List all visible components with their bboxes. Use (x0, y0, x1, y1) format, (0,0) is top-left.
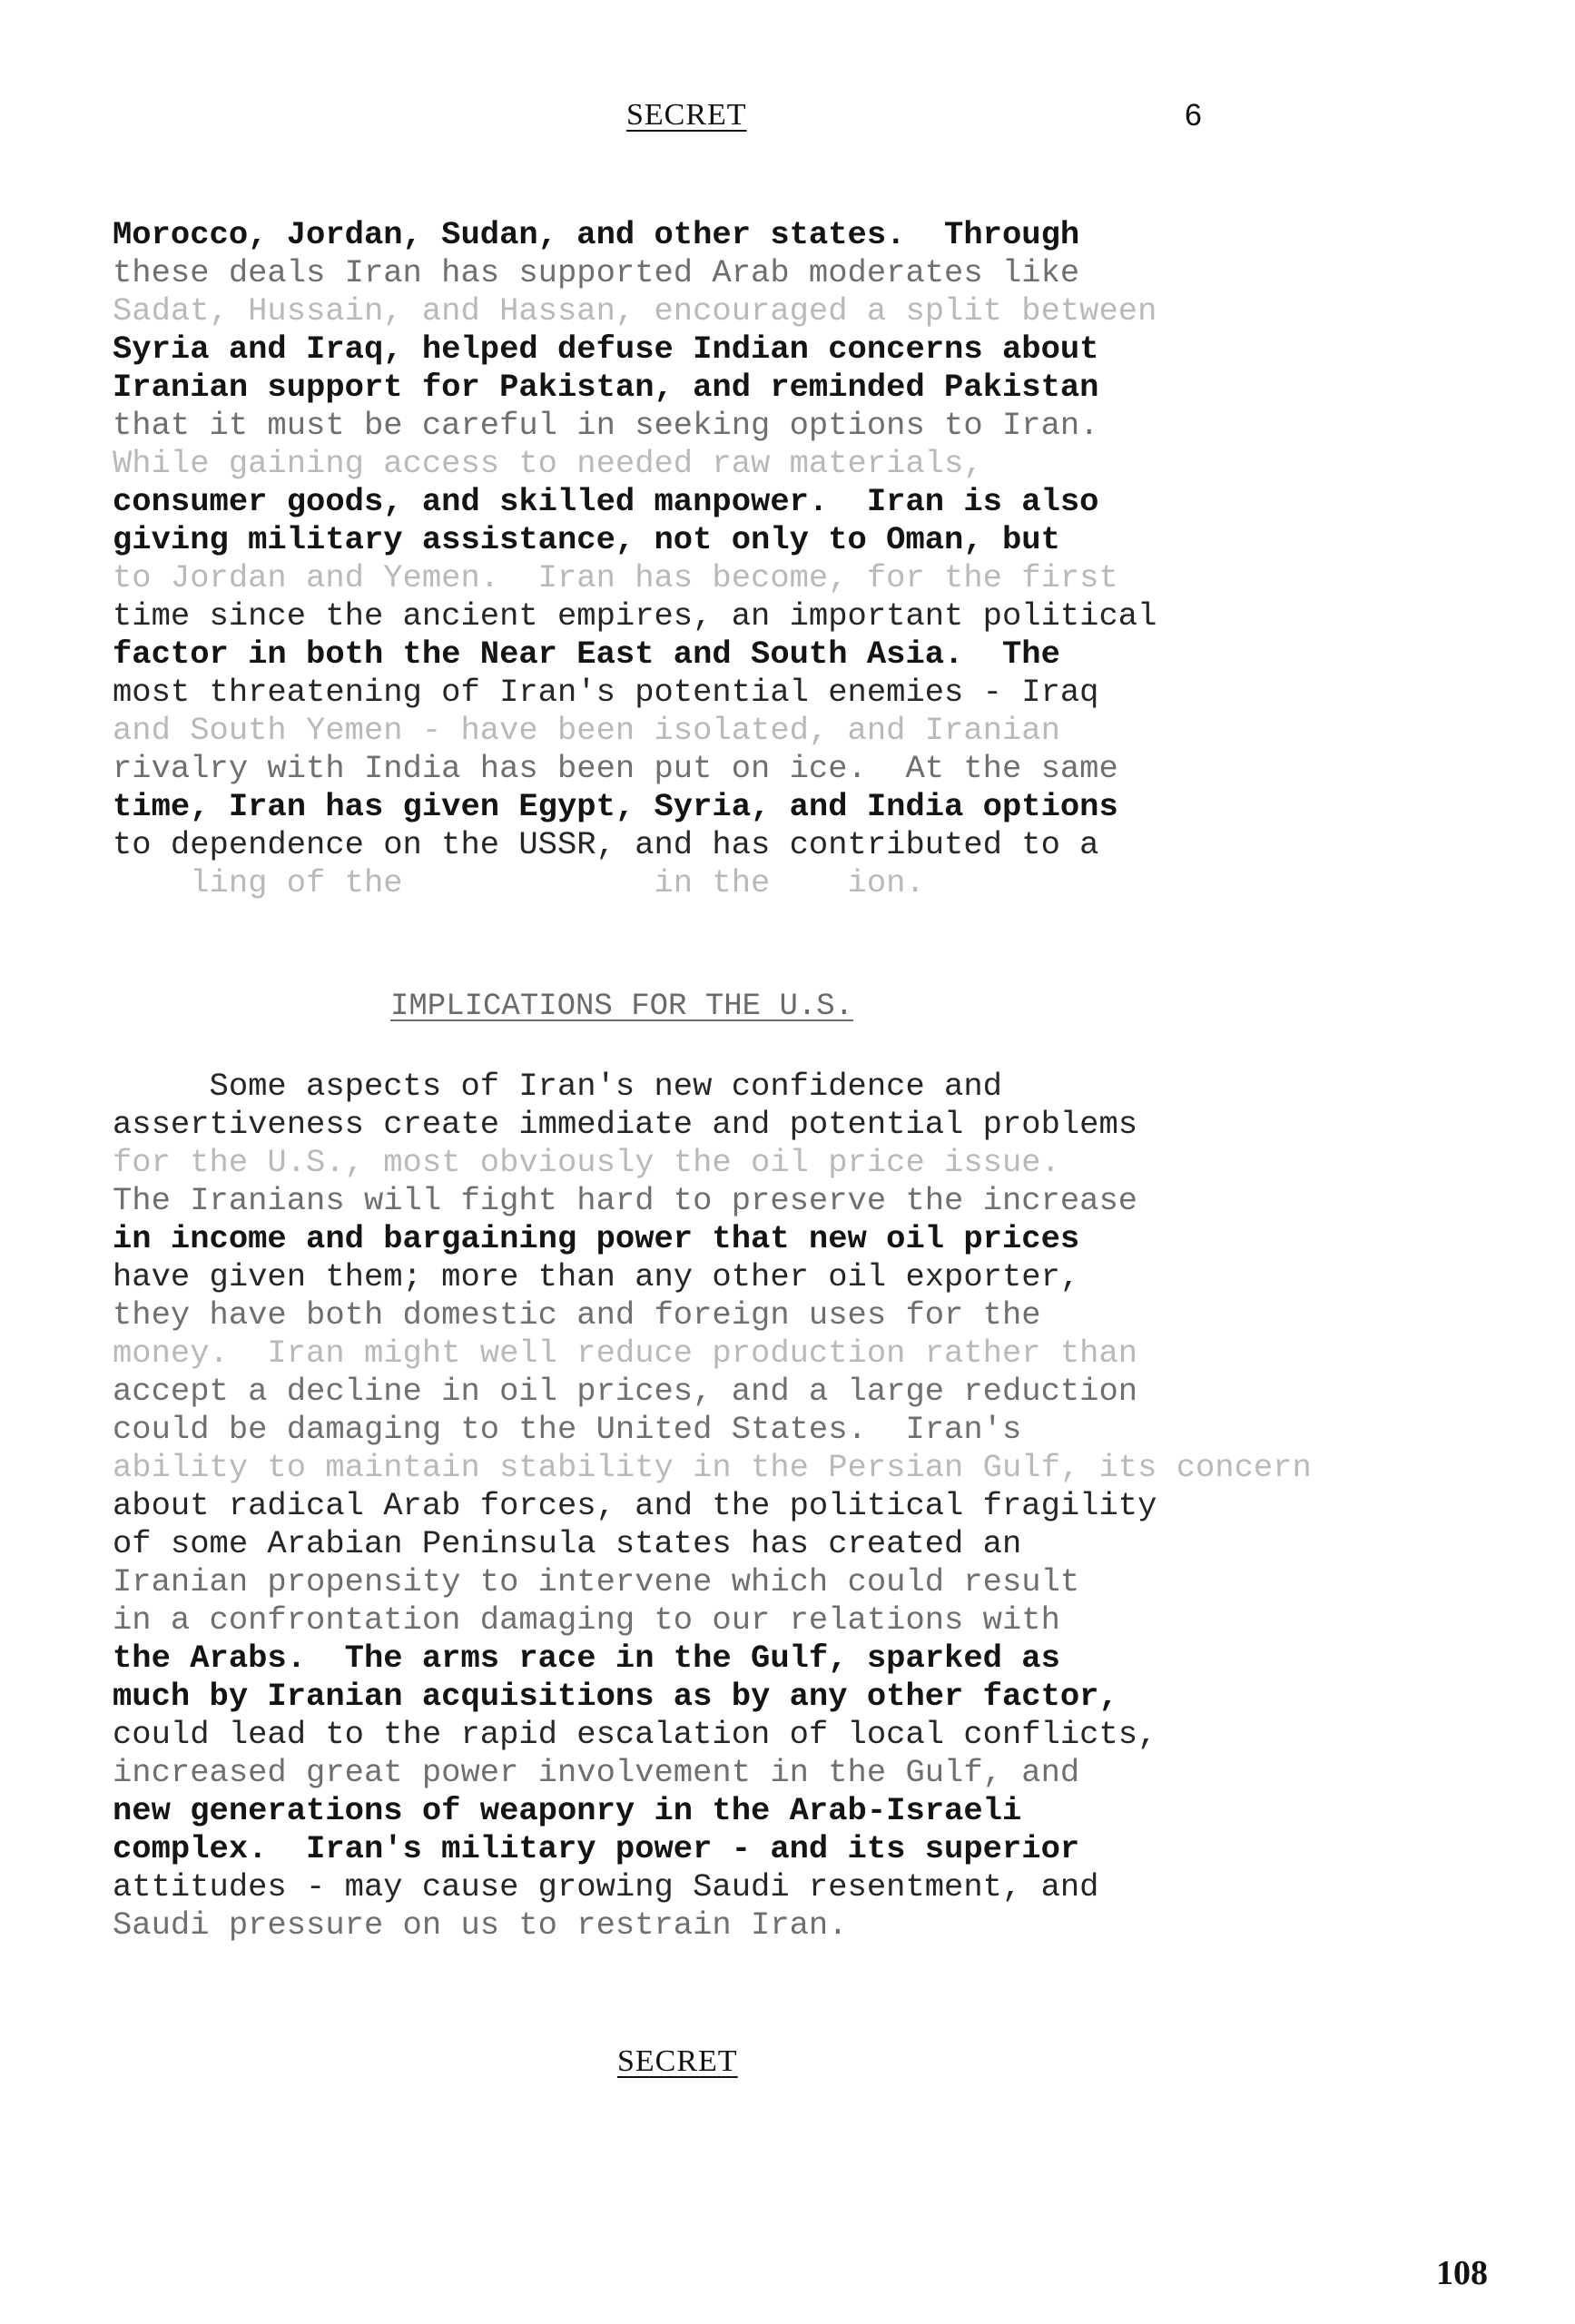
text-line: ling of the in the ion. (113, 864, 925, 901)
text-line: time since the ancient empires, an important political (113, 597, 1157, 635)
text-line: Morocco, Jordan, Sudan, and other states. Through (113, 216, 1080, 253)
text-line: giving military assistance, not only to Oman, but (113, 521, 1060, 558)
text-line: in a confrontation damaging to our relations with (113, 1601, 1060, 1639)
text-line: much by Iranian acquisitions as by any other factor, (113, 1678, 1118, 1715)
classification-header: SECRET (626, 98, 747, 132)
text-line: Syria and Iraq, helped defuse Indian concerns about (113, 330, 1099, 368)
text-line: increased great power involvement in the Gulf, and (113, 1754, 1080, 1791)
text-line: most threatening of Iran's potential enemies - Iraq (113, 674, 1099, 711)
text-line: that it must be careful in seeking options to Iran. (113, 407, 1099, 444)
text-line: The Iranians will fight hard to preserve the increase (113, 1182, 1138, 1219)
text-line: consumer goods, and skilled manpower. Iran is also (113, 483, 1099, 520)
text-line: to Jordan and Yemen. Iran has become, for the first (113, 559, 1118, 596)
text-line: While gaining access to needed raw materials, (113, 445, 983, 482)
section-heading: IMPLICATIONS FOR THE U.S. (390, 990, 854, 1024)
text-line: have given them; more than any other oil exporter, (113, 1258, 1080, 1295)
classification-footer: SECRET (617, 2044, 738, 2078)
page-number: 6 (1185, 98, 1202, 133)
text-line: accept a decline in oil prices, and a large reduction (113, 1373, 1138, 1410)
text-line: factor in both the Near East and South Asia. The (113, 635, 1060, 673)
text-line: Iranian propensity to intervene which could result (113, 1563, 1080, 1600)
text-line: money. Iran might well reduce production rather than (113, 1334, 1138, 1372)
text-line: of some Arabian Peninsula states has created an (113, 1525, 1022, 1562)
text-line: Iranian support for Pakistan, and reminded Pakistan (113, 369, 1099, 406)
text-line: rivalry with India has been put on ice. At the same (113, 750, 1118, 787)
document-number: 108 (1436, 2254, 1488, 2292)
text-line: the Arabs. The arms race in the Gulf, sparked as (113, 1640, 1060, 1677)
text-line: complex. Iran's military power - and its superior (113, 1830, 1080, 1867)
text-line: time, Iran has given Egypt, Syria, and India options (113, 788, 1118, 825)
text-line: could lead to the rapid escalation of local conflicts, (113, 1716, 1157, 1753)
text-line: for the U.S., most obviously the oil price issue. (113, 1144, 1060, 1181)
text-line: about radical Arab forces, and the political fragility (113, 1487, 1157, 1524)
text-line: and South Yemen - have been isolated, and Iranian (113, 712, 1060, 749)
text-line: they have both domestic and foreign uses for the (113, 1296, 1041, 1334)
text-line: to dependence on the USSR, and has contributed to a (113, 826, 1099, 863)
text-line: attitudes - may cause growing Saudi resentment, and (113, 1868, 1099, 1905)
text-line: in income and bargaining power that new oil prices (113, 1220, 1080, 1257)
text-line: could be damaging to the United States. Iran's (113, 1411, 1022, 1448)
text-line: assertiveness create immediate and potential problems (113, 1106, 1138, 1143)
text-line: ability to maintain stability in the Persian Gulf, its concern (113, 1449, 1312, 1486)
text-line: Some aspects of Iran's new confidence and (113, 1068, 1002, 1105)
text-line: Saudi pressure on us to restrain Iran. (113, 1906, 848, 1944)
text-line: new generations of weaponry in the Arab-Israeli (113, 1792, 1022, 1829)
text-line: these deals Iran has supported Arab moderates like (113, 254, 1080, 291)
text-line: Sadat, Hussain, and Hassan, encouraged a split between (113, 292, 1157, 330)
